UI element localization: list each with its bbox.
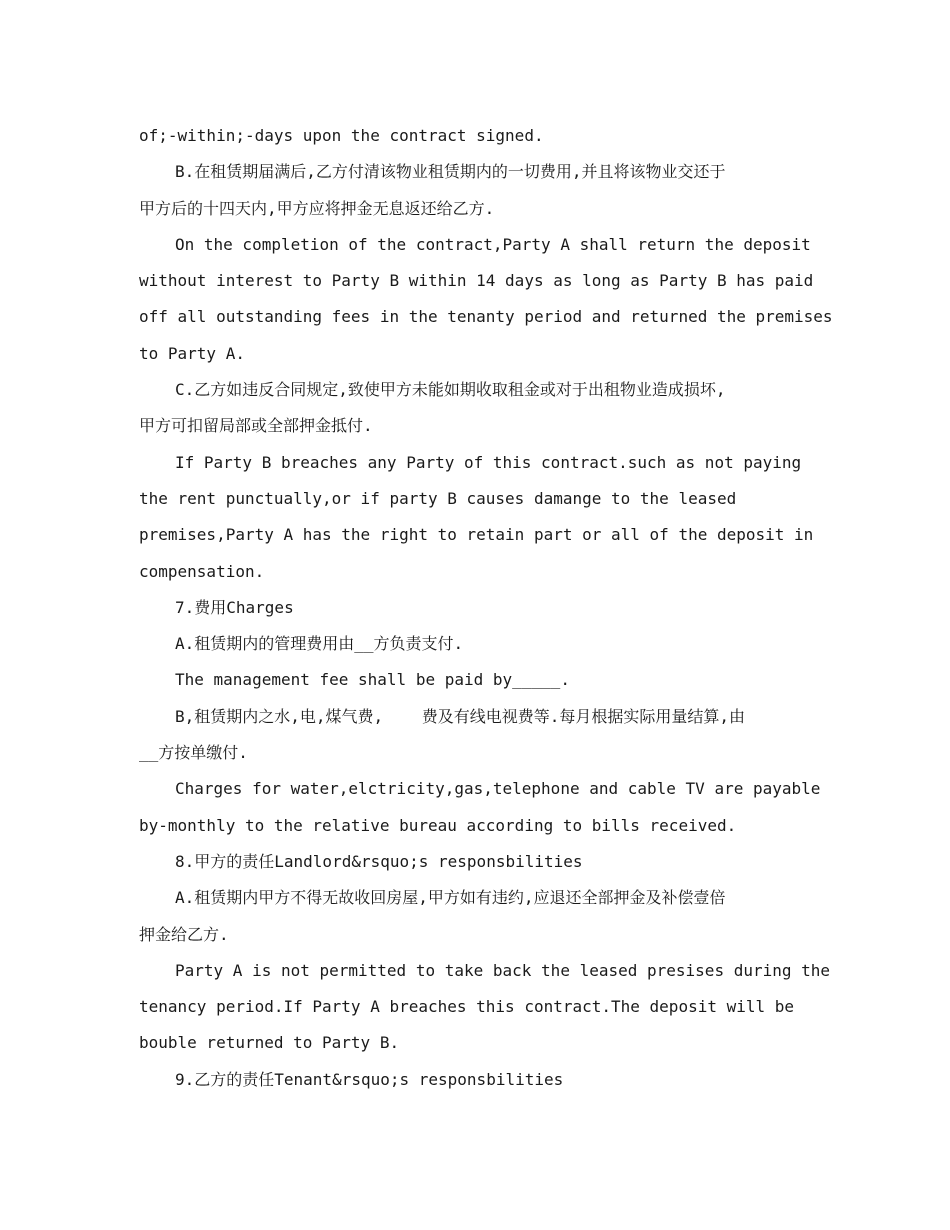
- clause-b-cn-line-1: B.在租赁期届满后,乙方付清该物业租赁期内的一切费用,并且将该物业交还于: [175, 162, 726, 182]
- section-8a-en-line-2: tenancy period.If Party A breaches this contract.The deposit will be: [139, 997, 795, 1017]
- section-8-heading: 8.甲方的责任Landlord&rsquo;s responsbilities: [175, 851, 583, 871]
- clause-c-en-line-1: If Party B breaches any Party of this contract.such as not paying: [175, 452, 802, 472]
- clause-b-en-line-1: On the completion of the contract,Party A shall return the deposit: [175, 234, 811, 254]
- section-9-heading: 9.乙方的责任Tenant&rsquo;s responsbilities: [175, 1069, 564, 1089]
- section-8a-en-line-3: bouble returned to Party B.: [139, 1033, 400, 1053]
- clause-b-cn-line-2: 甲方后的十四天内,甲方应将押金无息返还给乙方.: [139, 198, 495, 218]
- section-7b-cn-line-1: B,租赁期内之水,电,煤气费, 费及有线电视费等.每月根据实际用量结算,由: [175, 706, 745, 726]
- clause-c-cn-line-2: 甲方可扣留局部或全部押金抵付.: [139, 416, 373, 436]
- clause-b-en-line-3: off all outstanding fees in the tenanty period and returned the premises: [139, 307, 833, 327]
- clause-c-cn-line-1: C.乙方如违反合同规定,致使甲方未能如期收取租金或对于出租物业造成损坏,: [175, 380, 726, 400]
- section-7-heading: 7.费用Charges: [175, 597, 294, 617]
- section-7b-en-line-1: Charges for water,elctricity,gas,telephone and cable TV are payable: [175, 779, 821, 799]
- section-7b-cn-line-2: __方按单缴付.: [139, 743, 248, 763]
- clause-c-en-line-4: compensation.: [139, 561, 265, 581]
- section-8a-cn-line-1: A.租赁期内甲方不得无故收回房屋,甲方如有违约,应退还全部押金及补偿壹倍: [175, 888, 726, 908]
- contract-text: [139, 118, 833, 1098]
- clause-c-en-line-2: the rent punctually,or if party B causes damange to the leased: [139, 488, 737, 508]
- clause-c-en-line-3: premises,Party A has the right to retain part or all of the deposit in: [139, 525, 814, 545]
- section-7a-cn: A.租赁期内的管理费用由__方负责支付.: [175, 634, 464, 654]
- section-8a-en-line-1: Party A is not permitted to take back the leased presises during the: [175, 960, 831, 980]
- section-7a-en: The management fee shall be paid by_____.: [175, 670, 570, 690]
- text-line: of;-within;-days upon the contract signed.: [139, 126, 544, 145]
- section-7b-en-line-2: by-monthly to the relative bureau according to bills received.: [139, 815, 737, 835]
- clause-b-en-line-4: to Party A.: [139, 343, 245, 363]
- section-8a-cn-line-2: 押金给乙方.: [139, 924, 229, 944]
- clause-b-en-line-2: without interest to Party B within 14 days as long as Party B has paid: [139, 271, 814, 291]
